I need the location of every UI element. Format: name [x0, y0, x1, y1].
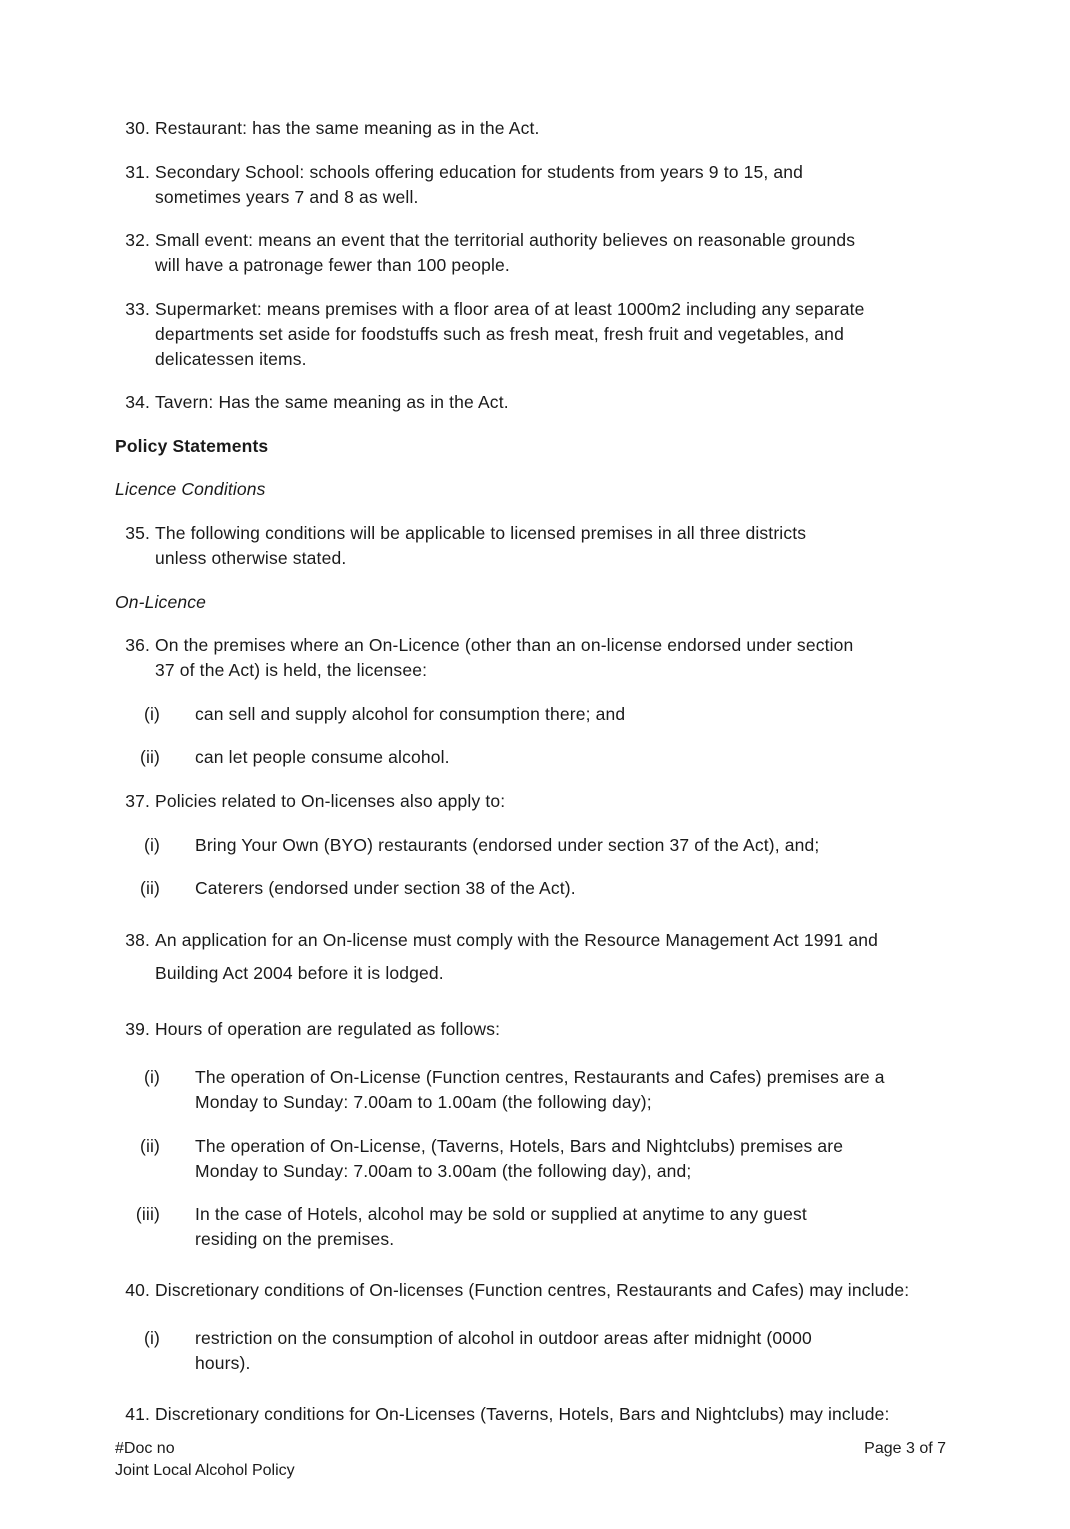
sub-item-text: residing on the premises. — [195, 1229, 395, 1249]
item-number: 36. — [125, 635, 150, 655]
item-text: departments set aside for foodstuffs such as fresh meat, fresh fruit and vegetables, and — [155, 324, 844, 344]
item-text: Restaurant: has the same meaning as in the Act. — [155, 118, 540, 138]
sub-item-text: Monday to Sunday: 7.00am to 3.00am (the following day), and; — [195, 1161, 692, 1181]
item-text: On the premises where an On-Licence (other than an on-license endorsed under section — [155, 635, 854, 655]
footer-page-number: Page 3 of 7 — [864, 1440, 946, 1457]
sub-item-text: restriction on the consumption of alcohol in outdoor areas after midnight (0000 — [195, 1328, 812, 1348]
section-heading: Policy Statements — [115, 436, 269, 456]
footer-doc-no: #Doc no — [115, 1440, 175, 1457]
item-number: 30. — [125, 118, 150, 138]
item-text: 37 of the Act) is held, the licensee: — [155, 660, 428, 680]
item-text: unless otherwise stated. — [155, 548, 347, 568]
sub-item-text: Monday to Sunday: 7.00am to 1.00am (the following day); — [195, 1092, 652, 1112]
sub-item-number: (i) — [144, 704, 160, 724]
item-number: 40. — [125, 1280, 150, 1300]
sub-item-number: (ii) — [139, 878, 160, 898]
footer-doc-title: Joint Local Alcohol Policy — [115, 1462, 295, 1479]
sub-item-number: (i) — [144, 835, 160, 855]
sub-item-number: (ii) — [139, 747, 160, 767]
item-text: Hours of operation are regulated as follows: — [155, 1019, 501, 1039]
sub-item-text: The operation of On-License (Function centres, Restaurants and Cafes) premises are a — [195, 1067, 885, 1087]
sub-item-number: (iii) — [135, 1204, 160, 1224]
sub-item-text: can sell and supply alcohol for consumption there; and — [195, 704, 626, 724]
item-number: 37. — [125, 791, 150, 811]
sub-item-number: (i) — [144, 1067, 160, 1087]
sub-item-text: In the case of Hotels, alcohol may be sold or supplied at anytime to any guest — [195, 1204, 807, 1224]
item-number: 39. — [125, 1019, 150, 1039]
item-text: delicatessen items. — [155, 349, 307, 369]
item-text: Tavern: Has the same meaning as in the Act. — [155, 392, 509, 412]
subsection-heading: Licence Conditions — [115, 479, 266, 499]
item-number: 33. — [125, 299, 150, 319]
item-text: The following conditions will be applicable to licensed premises in all three districts — [155, 523, 807, 543]
sub-item-text: Caterers (endorsed under section 38 of the Act). — [195, 878, 576, 898]
item-text: Discretionary conditions of On-licenses (Function centres, Restaurants and Cafes) may include: — [155, 1280, 910, 1300]
item-text: Secondary School: schools offering education for students from years 9 to 15, and — [155, 162, 804, 182]
subsection-heading: On-Licence — [115, 592, 206, 612]
sub-item-number: (i) — [144, 1328, 160, 1348]
item-text: Building Act 2004 before it is lodged. — [155, 963, 444, 983]
item-number: 38. — [125, 930, 150, 950]
item-text: Small event: means an event that the territorial authority believes on reasonable grounds — [155, 230, 856, 250]
item-number: 35. — [125, 523, 150, 543]
sub-item-text: hours). — [195, 1353, 251, 1373]
item-number: 31. — [125, 162, 150, 182]
item-text: sometimes years 7 and 8 as well. — [155, 187, 419, 207]
item-number: 41. — [125, 1404, 150, 1424]
sub-item-number: (ii) — [139, 1136, 160, 1156]
item-text: Policies related to On-licenses also apply to: — [155, 791, 506, 811]
sub-item-text: The operation of On-License, (Taverns, Hotels, Bars and Nightclubs) premises are — [195, 1136, 844, 1156]
item-number: 34. — [125, 392, 150, 412]
item-number: 32. — [125, 230, 150, 250]
item-text: Supermarket: means premises with a floor area of at least 1000m2 including any separate — [155, 299, 865, 319]
item-text: will have a patronage fewer than 100 people. — [155, 255, 510, 275]
item-text: An application for an On-license must comply with the Resource Management Act 1991 and — [155, 930, 879, 950]
sub-item-text: can let people consume alcohol. — [195, 747, 450, 767]
item-text: Discretionary conditions for On-Licenses (Taverns, Hotels, Bars and Nightclubs) may include: — [155, 1404, 890, 1424]
sub-item-text: Bring Your Own (BYO) restaurants (endorsed under section 37 of the Act), and; — [195, 835, 820, 855]
